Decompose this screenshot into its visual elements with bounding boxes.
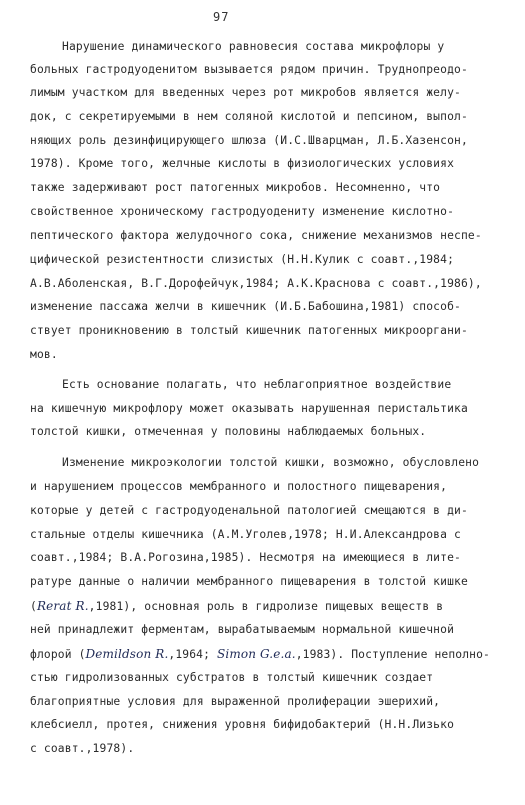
text-span: ( bbox=[30, 600, 37, 613]
handwritten-citation: Rerat R. bbox=[36, 599, 89, 613]
text-line: толстой кишки, отмеченная у половины наблюдаемых больных. bbox=[30, 425, 427, 438]
text-line: благоприятные условия для выраженной пролиферации эшерихий, bbox=[30, 695, 441, 708]
handwritten-citation: Simon G.e.a. bbox=[216, 647, 296, 661]
text-line: клебсиелл, протея, снижения уровня бифидобактерий (Н.Н.Лизько bbox=[30, 718, 455, 731]
text-line: изменение пассажа желчи в кишечник (И.Б.Бабошина,1981) способ- bbox=[30, 300, 461, 313]
text-line: А.В.Аболенская, В.Г.Дорофейчук,1984; А.К.Краснова с соавт.,1986), bbox=[30, 277, 482, 290]
text-line: 1978). Кроме того, желчные кислоты в физиологических условиях bbox=[30, 157, 455, 170]
text-line: свойственное хроническому гастродуодениту изменение кислотно- bbox=[30, 205, 455, 218]
text-line: Нарушение динамического равновесия состава микрофлоры у bbox=[62, 40, 445, 53]
text-line bbox=[30, 599, 490, 614]
text-line: цифической резистентности слизистых (Н.Н.Кулик с соавт.,1984; bbox=[30, 253, 455, 266]
text-line: ратуре данные о наличии мембранного пищеварения в толстой кишке bbox=[30, 575, 468, 588]
text-line: лимым участком для введенных через рот микробов является желу- bbox=[30, 86, 461, 99]
text-line: стью гидролизованных субстратов в толстый кишечник создает bbox=[30, 671, 434, 684]
text-span: ,1983). Поступление неполно- bbox=[295, 648, 490, 661]
text-span: флорой ( bbox=[30, 648, 86, 661]
text-line: док, с секретируемыми в нем соляной кислотой и пепсином, выпол- bbox=[30, 110, 468, 123]
text-line: мов. bbox=[30, 348, 58, 361]
page-number: 97 bbox=[213, 10, 230, 24]
text-line: соавт.,1984; В.А.Рогозина,1985). Несмотря на имеющиеся в лите- bbox=[30, 551, 461, 564]
text-line: стальные отделы кишечника (А.М.Уголев,1978; Н.И.Александрова с bbox=[30, 528, 461, 541]
text-line: больных гастродуоденитом вызывается рядом причин. Труднопреодо- bbox=[30, 63, 468, 76]
text-line: няющих роль дезинфицирующего шлюза (И.С.Шварцман, Л.Б.Хазенсон, bbox=[30, 134, 468, 147]
text-line: с соавт.,1978). bbox=[30, 742, 135, 755]
text-span: ,1964; bbox=[168, 648, 217, 661]
text-line: ней принадлежит ферментам, вырабатываемым нормальной кишечной bbox=[30, 623, 455, 636]
text-line: и нарушением процессов мембранного и полостного пищеварения, bbox=[30, 480, 448, 493]
text-line bbox=[30, 647, 490, 662]
text-line: Изменение микроэкологии толстой кишки, возможно, обусловлено bbox=[62, 456, 480, 469]
text-line: которые у детей с гастродуоденальной патологией смещаются в ди- bbox=[30, 504, 468, 517]
text-line: также задерживают рост патогенных микробов. Несомненно, что bbox=[30, 181, 441, 194]
text-line: ствует проникновению в толстый кишечник патогенных микрооргани- bbox=[30, 324, 468, 337]
text-line: на кишечную микрофлору может оказывать нарушенная перистальтика bbox=[30, 402, 468, 415]
text-line: пептического фактора желудочного сока, снижение механизмов неспе- bbox=[30, 229, 482, 242]
text-line: Есть основание полагать, что неблагоприятное воздействие bbox=[62, 378, 452, 391]
handwritten-citation: Demildson R. bbox=[85, 647, 169, 661]
text-span: ,1981), основная роль в гидролизе пищевых веществ в bbox=[88, 600, 444, 613]
